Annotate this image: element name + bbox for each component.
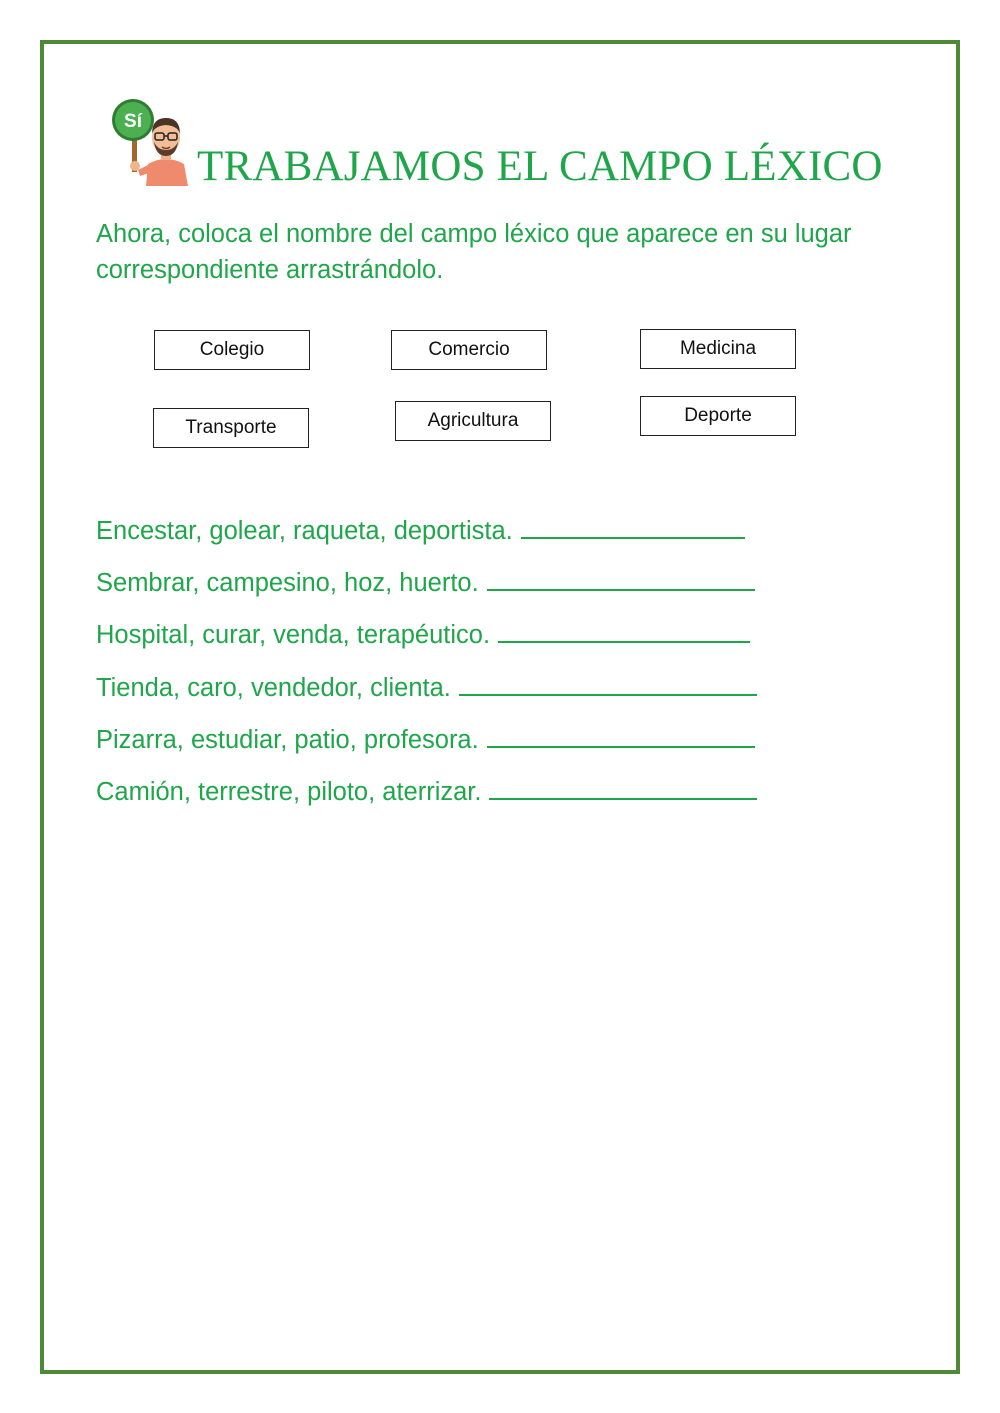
answer-drop-zone[interactable]: [459, 672, 757, 696]
sentence-text: Pizarra, estudiar, patio, profesora.: [96, 726, 479, 754]
answer-drop-zone[interactable]: [498, 619, 750, 643]
sentence-text: Tienda, caro, vendedor, clienta.: [96, 674, 451, 702]
si-sign-text: Sí: [124, 111, 142, 132]
draggable-chip-transporte[interactable]: Transporte: [153, 408, 309, 448]
sentence-text: Sembrar, campesino, hoz, huerto.: [96, 569, 479, 597]
sentence-row: [96, 567, 755, 598]
sentence-row: [96, 724, 755, 755]
answer-drop-zone[interactable]: [489, 776, 757, 800]
sentence-row: [96, 672, 757, 703]
draggable-chip-comercio[interactable]: Comercio: [391, 330, 547, 370]
worksheet-title: TRABAJAMOS EL CAMPO LÉXICO: [197, 143, 883, 190]
sentence-row: [96, 619, 750, 650]
draggable-chip-colegio[interactable]: Colegio: [154, 330, 310, 370]
sentence-text: Encestar, golear, raqueta, deportista.: [96, 517, 513, 545]
draggable-chip-agricultura[interactable]: Agricultura: [395, 401, 551, 441]
teacher-avatar-with-si-sign: [108, 96, 194, 186]
sentence-text: Camión, terrestre, piloto, aterrizar.: [96, 778, 482, 806]
sentence-row: [96, 515, 745, 546]
answer-drop-zone[interactable]: [487, 724, 755, 748]
sentence-row: [96, 776, 757, 807]
answer-drop-zone[interactable]: [487, 567, 755, 591]
instruction-text: Ahora, coloca el nombre del campo léxico que aparece en su lugar correspondiente arrastrándolo.: [96, 220, 852, 284]
draggable-chip-deporte[interactable]: Deporte: [640, 396, 796, 436]
sentence-text: Hospital, curar, venda, terapéutico.: [96, 621, 491, 649]
answer-drop-zone[interactable]: [521, 515, 745, 539]
draggable-chip-medicina[interactable]: Medicina: [640, 329, 796, 369]
